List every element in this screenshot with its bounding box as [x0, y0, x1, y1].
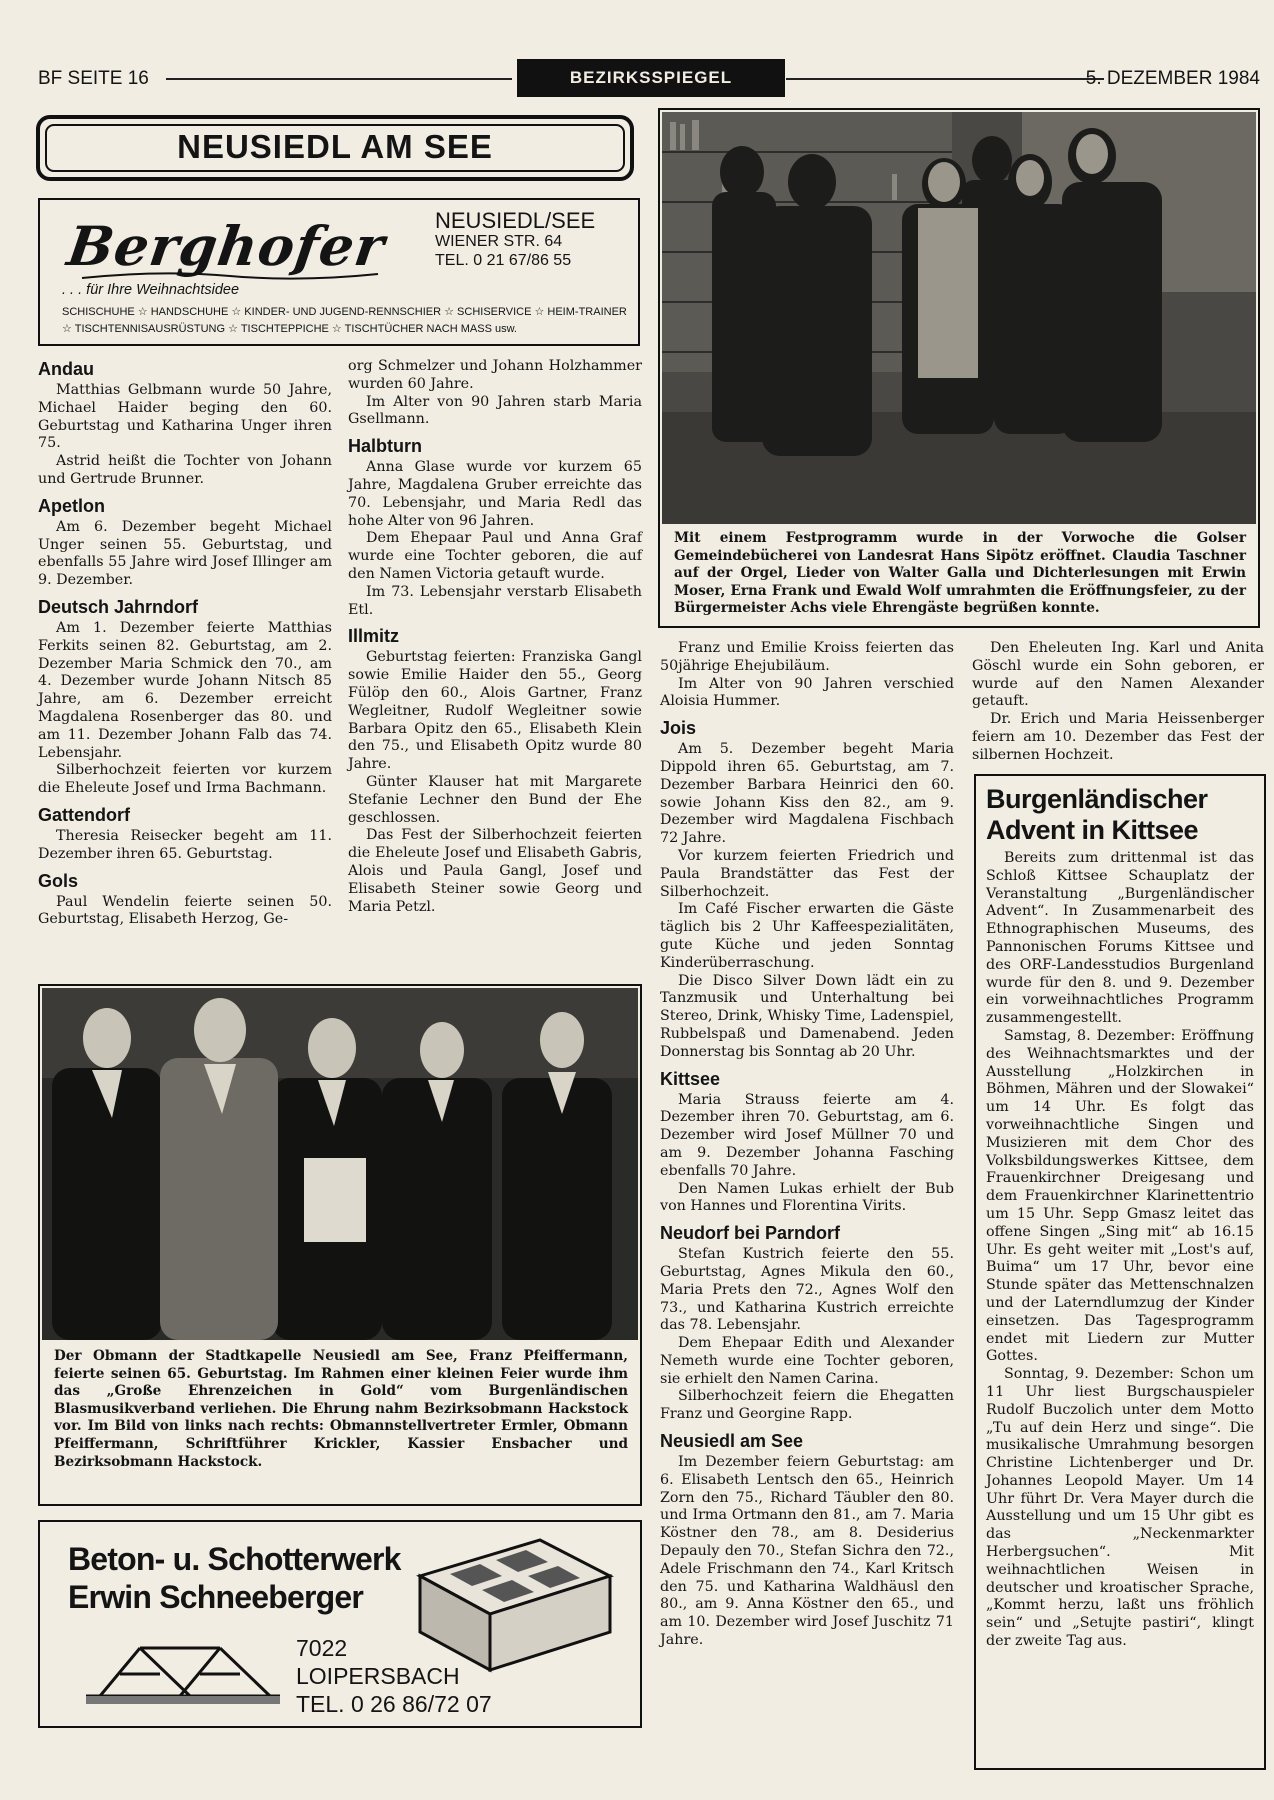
schneeberger-phone: TEL. 0 26 86/72 07: [296, 1691, 492, 1717]
column-2: [348, 358, 642, 916]
heading-deutsch-jahrndorf: Deutsch Jahrndorf: [38, 596, 199, 617]
paragraph: Franz und Emilie Kroiss feierten das 50jährige Ehejubiläum.: [660, 640, 954, 674]
header-rule-left: [166, 78, 512, 80]
library-photo-box: [658, 108, 1260, 628]
advent-box: [974, 774, 1266, 1770]
header-rule-right: [786, 78, 1104, 80]
heading-kittsee: Kittsee: [660, 1068, 721, 1089]
schneeberger-address: [296, 1634, 492, 1718]
paragraph: org Schmelzer und Johann Holzhammer wurden 60 Jahre.: [348, 358, 642, 392]
heading-apetlon: Apetlon: [38, 495, 105, 516]
paragraph: Paul Wendelin feierte seinen 50. Geburtstag, Elisabeth Herzog, Ge-: [38, 893, 332, 928]
paragraph: Die Disco Silver Down lädt ein zu Tanzmusik und Unterhaltung bei Stereo, Drink, Whisky Time, Ladenspiel, Rubbelspaß und Damenabend. Jeden Donnerstag bis Sonntag ab 20 Uhr.: [660, 972, 954, 1060]
heading-andau: Andau: [38, 359, 94, 379]
heading-neudorf: Neudorf bei Parndorf: [660, 1223, 841, 1244]
section-banner: BEZIRKSSPIEGEL: [518, 60, 784, 96]
berghofer-ad: [38, 198, 640, 346]
paragraph: Matthias Gelbmann wurde 50 Jahre, Michael Haider beging den 60. Geburtstag und Katharina Unger ihren 75.: [38, 382, 332, 452]
advent-title: Burgenländischer Advent in Kittsee: [986, 784, 1208, 845]
paragraph: Im Alter von 90 Jahren starb Maria Gsellmann.: [348, 393, 642, 428]
paragraph: Am 6. Dezember begeht Michael Unger seinen 55. Geburtstag, und ebenfalls 55 Jahre wird Josef Illinger am 9. Dezember.: [38, 518, 332, 589]
paragraph: Theresia Reisecker begeht am 11. Dezember ihren 65. Geburtstag.: [38, 827, 332, 862]
paragraph: Im 73. Lebensjahr verstarb Elisabeth Etl.: [348, 583, 642, 618]
page-number: BF SEITE 16: [38, 68, 149, 89]
region-title-box: [36, 115, 634, 181]
paragraph: Silberhochzeit feiern die Ehegatten Franz und Georgine Rapp.: [660, 1388, 954, 1423]
paragraph: Günter Klauser hat mit Margarete Stefanie Lechner den Bund der Ehe geschlossen.: [348, 773, 642, 826]
issue-date: 5. DEZEMBER 1984: [1085, 68, 1260, 89]
paragraph: Vor kurzem feierten Friedrich und Paula Brandstätter das Fest der Silberhochzeit.: [660, 847, 954, 900]
heading-neusiedl: Neusiedl am See: [660, 1431, 804, 1452]
berghofer-slogan: . . . für Ihre Weihnachtsidee: [62, 282, 240, 298]
paragraph: Das Fest der Silberhochzeit feierten die Eheleute Josef und Elisabeth Gabris, Alois und Paula Gangl, Josef und Elisabeth Steiner sowie Georg und Maria Petzl.: [348, 827, 642, 915]
paragraph: Anna Glase wurde vor kurzem 65 Jahre, Magdalena Gruber erreichte das 70. Lebensjahr, und Maria Redl das hohe Alter von 96 Jahren.: [348, 459, 642, 529]
band-honor-photo: [42, 988, 638, 1340]
paragraph: Bereits zum drittenmal ist das Schloß Kittsee Schauplatz der Veranstaltung „Burgenländischer Advent“. In Zusammenarbeit des Ethnographischen Museums, des Pannonischen Forums Kittsee und des ORF-Landesstudios Burgenland wurde für den 8. und 9. Dezember ein vorweihnachtliches Programm zusammengestellt.: [986, 850, 1254, 1027]
paragraph: Samstag, 8. Dezember: Eröffnung des Weihnachtsmarktes und der Ausstellung „Holzkirchen in Böhmen, Mähren und der Slowakei“ um 14 Uhr. Es folgt das vorweihnachtliche Singen und Musizieren mit dem Chor des Volksbildungswerkes Kittsee, dem Frauenkirchner Dreigesang und dem Frauenkirchner Klarinettentrio um 15 Uhr. Sepp Gmasz leitet das offene Singen „Sing mit“ ab 16.15 Uhr. Es geht weiter mit „Lost's auf, Buima“ um 17 Uhr, bevor eine Stunde später das Mettenschnalzen und der Laterndlumzug der Kinder einsetzen. Das Tagesprogramm endet mit Liedern zur Mutter Gottes.: [986, 1027, 1254, 1365]
gravel-machine-icon: [80, 1634, 286, 1708]
berghofer-address: [435, 208, 595, 270]
paragraph: Silberhochzeit feierten vor kurzem die Eheleute Josef und Irma Bachmann.: [38, 762, 332, 797]
berghofer-town: NEUSIEDL/SEE: [435, 208, 596, 233]
column-4: [972, 640, 1264, 765]
schneeberger-line1: Beton- u. Schotterwerk: [68, 1541, 401, 1577]
heading-gols: Gols: [38, 870, 79, 891]
paragraph: Dem Ehepaar Paul und Anna Graf wurde eine Tochter geboren, die auf den Namen Victoria getauft wurde.: [348, 530, 642, 582]
paragraph: Sonntag, 9. Dezember: Schon um 11 Uhr liest Burgschauspieler Rudolf Buczolich unter dem Motto „Tu auf dein Herz und singe“. Die musikalische Umrahmung besorgen Christine Lichtenberger und Dr. Johannes Leopold Mayer. Um 14 Uhr führt Dr. Vera Mayer durch die Ausstellung und um 15 Uhr gibt es das „Neckenmarkter Herbergsuchen“. Mit weihnachtlichen Weisen in deutscher und kroatischer Sprache, „Kommt herzu, laßt uns fröhlich sein“ und „Setujte pastiri“, klingt der zweite Tag aus.: [986, 1366, 1254, 1650]
heading-jois: Jois: [660, 718, 697, 739]
page-header: [38, 60, 1260, 96]
paragraph: Den Eheleuten Ing. Karl und Anita Göschl wurde ein Sohn geboren, er wurde auf den Namen Alexander getauft.: [972, 640, 1264, 710]
berghofer-logo: Berghofer: [63, 214, 390, 278]
schneeberger-town: LOIPERSBACH: [296, 1663, 460, 1689]
paragraph: Dem Ehepaar Edith und Alexander Nemeth wurde eine Tochter geboren, sie erhielt den Namen Carina.: [660, 1335, 954, 1387]
band-photo-caption: Der Obmann der Stadtkapelle Neusiedl am See, Franz Pfeiffermann, feierte seinen 65. Geburtstag. Im Rahmen einer kleinen Feier wurde ihm das „Große Ehrenzeichen in Gold“ vom Burgenländischen Blasmusikverband verliehen. Die Ehrung nahm Bezirksobmann Hackstock vor. Im Bild von links nach rechts: Obmannstellvertreter Ermler, Obmann Pfeiffermann, Schriftführer Krickler, Kassier Ensbacher und Bezirksobmann Hackstock.: [54, 1348, 628, 1470]
library-photo-caption: Mit einem Festprogramm wurde in der Vorwoche die Golser Gemeindebücherei von Landesrat Hans Sipötz eröffnet. Claudia Taschner auf der Orgel, Lieder von Walter Galla und Dichterlesungen mit Erwin Moser, Erna Frank und Ewald Wolf umrahmten die Eröffnungsfeier, zu der Bürgermeister Achs viele Ehrengäste begrüßen konnte.: [674, 530, 1246, 617]
paragraph: Dr. Erich und Maria Heissenberger feiern am 10. Dezember das Fest der silbernen Hochzeit.: [972, 711, 1264, 763]
schneeberger-line2: Erwin Schneeberger: [68, 1579, 364, 1615]
heading-illmitz: Illmitz: [348, 626, 400, 647]
berghofer-street: WIENER STR. 64: [435, 233, 563, 251]
schneeberger-zip: 7022: [296, 1635, 348, 1661]
heading-gattendorf: Gattendorf: [38, 804, 130, 825]
band-photo-box: [38, 984, 642, 1506]
paragraph: Im Dezember feiern Geburtstag: am 6. Elisabeth Lentsch den 65., Heinrich Zorn den 75., Richard Täubler den 80. und Irma Ortmann den 81., am 7. Maria Köstner den 78., am 8. Desiderius Depauly den 70., Stefan Sichra den 72., Adele Frischmann den 74., Karl Kritsch den 75. und Katharina Waldhäusl den 80., am 9. Anna Köstner den 65., und am 10. Dezember wird Josef Juschitz 71 Jahre.: [660, 1454, 954, 1649]
paragraph: Am 1. Dezember feierte Matthias Ferkits seinen 82. Geburtstag, am 2. Dezember Maria Schmick den 70., am 4. Dezember wurde Johann Nitsch 85 Jahre, am 6. Dezember erreicht Magdalena Rosenberger das 80. und am 11. Dezember Johann Falb das 74. Lebensjahr.: [38, 619, 332, 761]
schneeberger-title: [68, 1540, 401, 1616]
paragraph: Den Namen Lukas erhielt der Bub von Hannes und Florentina Virits.: [660, 1180, 954, 1215]
paragraph: Astrid heißt die Tochter von Johann und Gertrude Brunner.: [38, 453, 332, 487]
paragraph: Im Café Fischer erwarten die Gäste täglich bis 2 Uhr Kaffeespezialitäten, gute Küche und jeden Sonntag Kinderüberraschung.: [660, 901, 954, 971]
advent-text: [976, 850, 1264, 1651]
paragraph: Geburtstag feierten: Franziska Gangl sowie Emilie Haider den 55., Georg Fülöp den 60., Alois Gartner, Franz Wegleitner, Rudolf Wegleitner sowie Barbara Opitz den 65., Elisabeth Klein den 75., und Elisabeth Opitz wurde 80 Jahre.: [348, 649, 642, 773]
paragraph: Stefan Kustrich feierte den 55. Geburtstag, Agnes Mikula den 60., Maria Prets den 72., Agnes Wolf den 73., und Katharina Kustrich erreichte das 78. Lebensjahr.: [660, 1246, 954, 1334]
library-opening-photo: [662, 112, 1256, 524]
paragraph: Im Alter von 90 Jahren verschied Aloisia Hummer.: [660, 675, 954, 710]
column-1: [38, 358, 332, 929]
schneeberger-ad: [38, 1520, 642, 1728]
berghofer-phone: TEL. 0 21 67/86 55: [435, 251, 572, 269]
region-title: NEUSIEDL AM SEE: [45, 124, 625, 172]
column-3: [660, 640, 954, 1650]
paragraph: Am 5. Dezember begeht Maria Dippold ihren 65. Geburtstag, am 7. Dezember Barbara Heinrici den 60. sowie Johann Kiss den 82., am 9. Dezember wird Magdalena Fischbach 72 Jahre.: [660, 741, 954, 847]
paragraph: Maria Strauss feierte am 4. Dezember ihren 70. Geburtstag, am 6. Dezember wird Josef Müllner 70 und am 9. Dezember Johanna Fasching ebenfalls 70 Jahre.: [660, 1091, 954, 1179]
berghofer-products: SCHISCHUHE ☆ HANDSCHUHE ☆ KINDER- UND JUGEND-RENNSCHIER ☆ SCHISERVICE ☆ HEIM-TRAINER ☆ TISCHTENNISAUSRÜSTUNG ☆ TISCHTEPPICHE ☆ TISCHTÜCHER NACH MASS usw.: [62, 306, 627, 336]
heading-halbturn: Halbturn: [348, 436, 422, 457]
